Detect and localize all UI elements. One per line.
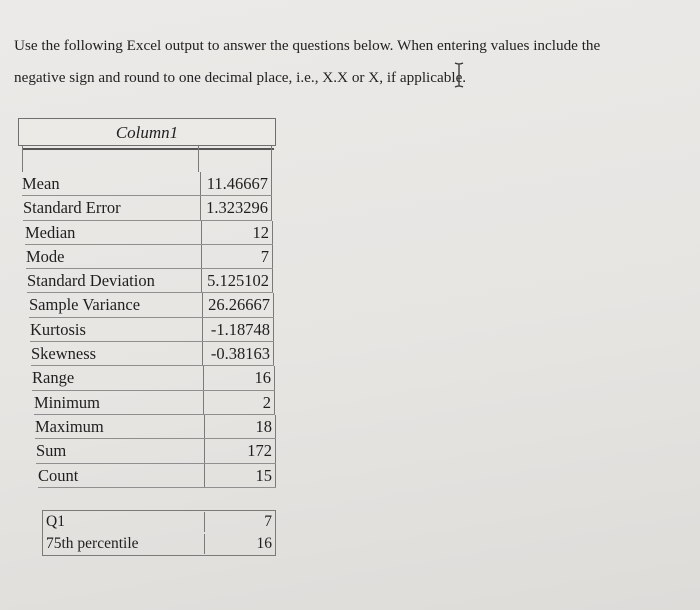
- instructions-line-1: Use the following Excel output to answer the questions below. When entering values include the: [14, 37, 601, 54]
- percentile-value: 7: [204, 512, 276, 532]
- stat-label: Minimum: [34, 392, 101, 412]
- stat-value: 172: [204, 439, 276, 463]
- value-column-border: [198, 146, 272, 172]
- stat-value: 1.323296: [200, 196, 272, 220]
- text-cursor-icon: [454, 62, 464, 88]
- stat-value: 26.26667: [202, 293, 274, 317]
- percentile-label: Q1: [46, 513, 65, 530]
- stat-label: Maximum: [35, 416, 104, 436]
- stat-label: Range: [32, 368, 75, 388]
- stat-label: Standard Deviation: [27, 271, 155, 291]
- stat-value: 18: [204, 415, 276, 439]
- stat-label: Skewness: [31, 344, 97, 364]
- label-column-border: [22, 146, 23, 172]
- stat-value: 16: [203, 366, 275, 390]
- stat-label: Mean: [22, 174, 60, 193]
- stat-value: 11.46667: [200, 172, 272, 196]
- instructions-line-2: negative sign and round to one decimal place, i.e., X.X or X, if applicable.: [14, 69, 467, 86]
- stat-label: Median: [25, 222, 76, 242]
- stat-value: 2: [203, 391, 275, 415]
- stat-label: Mode: [26, 246, 65, 266]
- stat-value: -1.18748: [202, 318, 274, 342]
- stat-value: 5.125102: [201, 269, 273, 293]
- stat-label: Count: [38, 465, 79, 485]
- row-gridline: [38, 487, 276, 488]
- stat-value: -0.38163: [202, 342, 274, 366]
- column-header: Column1: [18, 118, 276, 146]
- stat-label: Kurtosis: [30, 319, 86, 339]
- percentile-value: 16: [204, 534, 276, 554]
- stat-label: Sample Variance: [29, 295, 141, 315]
- stat-value: 15: [204, 464, 276, 488]
- stat-value: 12: [201, 221, 273, 245]
- instructions-text: [14, 30, 694, 94]
- stat-label: Standard Error: [23, 198, 121, 218]
- stat-value: 7: [201, 245, 273, 269]
- stat-label: Sum: [36, 441, 67, 461]
- percentile-label: 75th percentile: [46, 535, 139, 552]
